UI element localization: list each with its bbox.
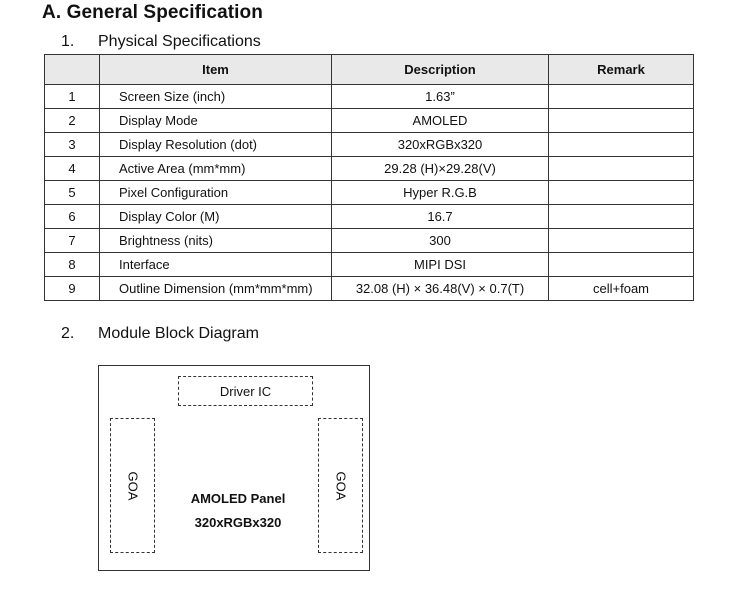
subsection-module-block-diagram bbox=[61, 324, 321, 344]
row-item: Screen Size (inch) bbox=[100, 85, 332, 109]
row-description: 1.63” bbox=[332, 85, 549, 109]
panel-resolution-label: 320xRGBx320 bbox=[194, 515, 282, 530]
row-remark bbox=[549, 229, 694, 253]
row-item: Brightness (nits) bbox=[100, 229, 332, 253]
row-description: 16.7 bbox=[332, 205, 549, 229]
row-number: 1 bbox=[45, 85, 100, 109]
table-row bbox=[45, 85, 694, 109]
row-description: AMOLED bbox=[332, 109, 549, 133]
subsection-number: 1. bbox=[61, 33, 75, 50]
row-remark bbox=[549, 205, 694, 229]
row-remark bbox=[549, 133, 694, 157]
driver-ic-label: Driver IC bbox=[219, 383, 272, 399]
row-remark: cell+foam bbox=[549, 277, 694, 301]
column-header-description: Description bbox=[332, 55, 549, 85]
table-header-row bbox=[45, 55, 694, 85]
subsection-number: 2. bbox=[61, 325, 75, 342]
row-description: 300 bbox=[332, 229, 549, 253]
subsection-title: Physical Specifications bbox=[98, 33, 261, 50]
row-remark bbox=[549, 85, 694, 109]
physical-specifications-table bbox=[44, 54, 694, 301]
driver-ic-block bbox=[178, 376, 313, 406]
goa-left-label: GOA bbox=[125, 471, 140, 500]
row-item: Pixel Configuration bbox=[100, 181, 332, 205]
row-number: 7 bbox=[45, 229, 100, 253]
subsection-physical-specifications bbox=[61, 32, 321, 52]
panel-name-label: AMOLED Panel bbox=[190, 491, 286, 506]
table-row bbox=[45, 109, 694, 133]
row-number: 2 bbox=[45, 109, 100, 133]
row-description: Hyper R.G.B bbox=[332, 181, 549, 205]
subsection-title: Module Block Diagram bbox=[98, 325, 259, 342]
section-heading: A. General Specification bbox=[42, 2, 263, 23]
row-number: 4 bbox=[45, 157, 100, 181]
table-row bbox=[45, 133, 694, 157]
row-item: Display Color (M) bbox=[100, 205, 332, 229]
table-row bbox=[45, 253, 694, 277]
row-remark bbox=[549, 109, 694, 133]
table-row bbox=[45, 229, 694, 253]
table-row bbox=[45, 205, 694, 229]
row-number: 8 bbox=[45, 253, 100, 277]
row-description: 29.28 (H)×29.28(V) bbox=[332, 157, 549, 181]
column-header-remark: Remark bbox=[549, 55, 694, 85]
row-number: 3 bbox=[45, 133, 100, 157]
goa-right-label: GOA bbox=[333, 471, 348, 500]
row-number: 5 bbox=[45, 181, 100, 205]
table-row bbox=[45, 181, 694, 205]
row-remark bbox=[549, 253, 694, 277]
row-remark bbox=[549, 181, 694, 205]
module-block-diagram bbox=[98, 365, 370, 571]
row-item: Outline Dimension (mm*mm*mm) bbox=[100, 277, 332, 301]
row-item: Display Mode bbox=[100, 109, 332, 133]
goa-right-block bbox=[318, 418, 363, 553]
column-header-item: Item bbox=[100, 55, 332, 85]
row-number: 9 bbox=[45, 277, 100, 301]
row-number: 6 bbox=[45, 205, 100, 229]
row-item: Display Resolution (dot) bbox=[100, 133, 332, 157]
goa-left-block bbox=[110, 418, 155, 553]
row-description: 32.08 (H) × 36.48(V) × 0.7(T) bbox=[332, 277, 549, 301]
column-header-no bbox=[45, 55, 100, 85]
row-description: 320xRGBx320 bbox=[332, 133, 549, 157]
row-item: Interface bbox=[100, 253, 332, 277]
row-description: MIPI DSI bbox=[332, 253, 549, 277]
table-row bbox=[45, 157, 694, 181]
row-item: Active Area (mm*mm) bbox=[100, 157, 332, 181]
row-remark bbox=[549, 157, 694, 181]
table-row bbox=[45, 277, 694, 301]
